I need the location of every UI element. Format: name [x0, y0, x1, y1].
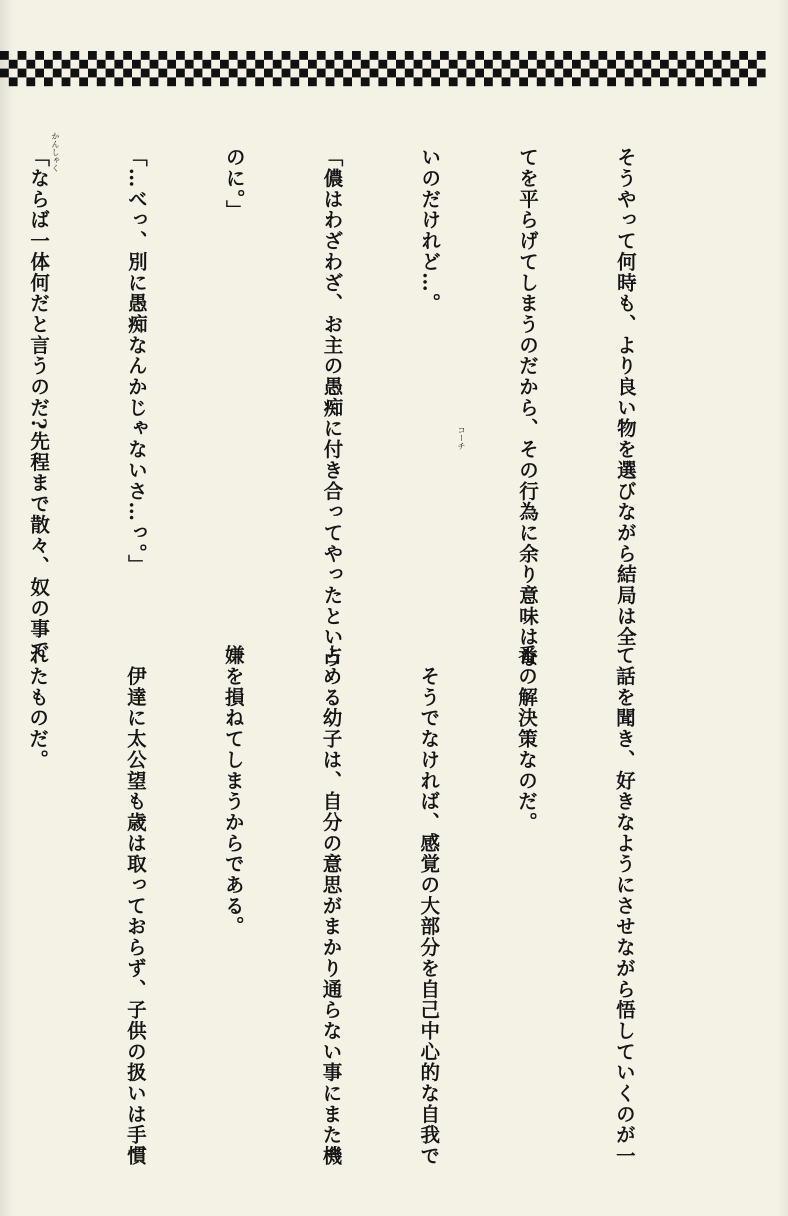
checker-square	[475, 69, 484, 78]
checker-square	[642, 60, 651, 69]
checker-square	[493, 69, 502, 78]
checker-square	[246, 69, 255, 78]
text-line: 「…べっ、別に愚痴なんかじゃないさ…っ。」	[124, 147, 148, 576]
checker-square	[176, 69, 185, 78]
checker-square	[194, 51, 203, 60]
checker-square	[616, 69, 625, 78]
checker-square	[431, 77, 440, 86]
checker-square	[387, 69, 396, 78]
checker-square	[722, 69, 731, 78]
text-line: てを平らげてしまうのだから、その行為に余り意味はな	[516, 147, 540, 669]
checker-square	[739, 51, 748, 60]
checker-square	[370, 69, 379, 78]
checker-square	[642, 77, 651, 86]
checker-square	[79, 77, 88, 86]
text-line: のに。」	[222, 147, 246, 221]
checker-square	[695, 60, 704, 69]
checker-square	[255, 77, 264, 86]
checkered-border	[0, 51, 770, 87]
checker-square	[26, 60, 35, 69]
checker-square	[264, 51, 273, 60]
checker-square	[299, 51, 308, 60]
checker-square	[678, 60, 687, 69]
checker-square	[264, 69, 273, 78]
checker-square	[590, 60, 599, 69]
checker-square	[475, 51, 484, 60]
checker-square	[202, 77, 211, 86]
checker-square	[669, 69, 678, 78]
text-line: 占める幼子は、自分の意思がまかり通らない事にまた機	[319, 645, 343, 1167]
checker-square	[88, 51, 97, 60]
checker-square	[352, 69, 361, 78]
text-line: れたものだ。	[26, 645, 50, 771]
checker-square	[238, 60, 247, 69]
checker-square	[132, 77, 141, 86]
checker-square	[317, 51, 326, 60]
checker-square	[537, 60, 546, 69]
checker-square	[370, 51, 379, 60]
checker-square	[440, 69, 449, 78]
text-line: 番の解決策なのだ。	[515, 645, 539, 833]
checker-square	[422, 51, 431, 60]
checker-square	[686, 51, 695, 60]
checker-square	[484, 77, 493, 86]
checker-square	[229, 51, 238, 60]
checker-square	[422, 69, 431, 78]
checker-square	[255, 60, 264, 69]
checker-square	[185, 60, 194, 69]
checker-square	[317, 69, 326, 78]
checker-square	[484, 60, 493, 69]
checker-square	[308, 60, 317, 69]
checker-square	[537, 77, 546, 86]
checker-square	[660, 77, 669, 86]
checker-square	[414, 60, 423, 69]
checker-square	[440, 51, 449, 60]
checker-square	[273, 60, 282, 69]
checker-square	[598, 69, 607, 78]
page-edge-shadow-right	[778, 0, 788, 1216]
checker-square	[748, 77, 757, 86]
checker-square	[378, 60, 387, 69]
checker-square	[704, 69, 713, 78]
checker-square	[123, 51, 132, 60]
checker-square	[9, 77, 18, 86]
checker-square	[730, 60, 739, 69]
ruby-coach: コーチ	[457, 426, 466, 450]
checker-square	[757, 69, 766, 78]
text-line: 伊達に太公望も歳は取っておらず、子供の扱いは手慣	[123, 645, 147, 1167]
checker-square	[546, 69, 555, 78]
checker-square	[44, 77, 53, 86]
ruby-kanshaku: かんしゃく	[51, 132, 60, 172]
checker-square	[546, 51, 555, 60]
checker-square	[414, 77, 423, 86]
checker-square	[625, 60, 634, 69]
checker-square	[141, 51, 150, 60]
checker-square	[458, 69, 467, 78]
checker-square	[62, 60, 71, 69]
text-line: 「儂はわざわざ、お主の愚痴に付き合ってやったという	[320, 147, 344, 669]
checker-square	[660, 60, 669, 69]
checker-square	[185, 77, 194, 86]
checker-square	[35, 69, 44, 78]
text-line: て話を聞き、好きなようにさせながら悟していくのが一	[612, 645, 636, 1167]
lower-text-block	[26, 645, 705, 1167]
checker-square	[396, 60, 405, 69]
checker-square	[326, 77, 335, 86]
checker-square	[282, 51, 291, 60]
checker-square	[308, 77, 317, 86]
checker-square	[141, 69, 150, 78]
checker-square	[695, 77, 704, 86]
checker-square	[686, 69, 695, 78]
checker-square	[730, 77, 739, 86]
checker-square	[704, 51, 713, 60]
text-line: そうやって何時も、より良い物を選びながら結局は全	[613, 147, 637, 648]
checker-square	[114, 77, 123, 86]
checker-square	[510, 51, 519, 60]
checker-square	[739, 69, 748, 78]
checker-square	[106, 69, 115, 78]
checker-square	[282, 69, 291, 78]
checker-square	[563, 51, 572, 60]
checker-square	[361, 77, 370, 86]
checker-square	[651, 51, 660, 60]
checker-square	[158, 51, 167, 60]
checker-square	[458, 51, 467, 60]
checker-square	[607, 60, 616, 69]
checker-square	[0, 69, 9, 78]
checker-square	[598, 51, 607, 60]
checker-square	[510, 69, 519, 78]
checker-square	[722, 51, 731, 60]
text-line: そうでなければ、感覚の大部分を自己中心的な自我で	[417, 645, 441, 1167]
checker-square	[554, 77, 563, 86]
checker-square	[466, 77, 475, 86]
checker-square	[114, 60, 123, 69]
checker-square	[132, 60, 141, 69]
checker-square	[607, 77, 616, 86]
checker-square	[44, 60, 53, 69]
checker-square	[528, 51, 537, 60]
checker-square	[167, 77, 176, 86]
checker-square	[88, 69, 97, 78]
checker-square	[634, 69, 643, 78]
checker-square	[590, 77, 599, 86]
checker-square	[554, 60, 563, 69]
checker-square	[158, 69, 167, 78]
checker-square	[519, 77, 528, 86]
checker-square	[70, 51, 79, 60]
checker-square	[290, 60, 299, 69]
checker-square	[150, 60, 159, 69]
checker-square	[53, 51, 62, 60]
checker-square	[634, 51, 643, 60]
checker-square	[519, 60, 528, 69]
checker-square	[387, 51, 396, 60]
checker-square	[378, 77, 387, 86]
checker-square	[35, 51, 44, 60]
checker-square	[502, 77, 511, 86]
checker-square	[581, 51, 590, 60]
checker-square	[572, 77, 581, 86]
checker-square	[273, 77, 282, 86]
checker-square	[290, 77, 299, 86]
checker-square	[176, 51, 185, 60]
checker-square	[343, 77, 352, 86]
checker-square	[405, 69, 414, 78]
text-line: いのだけれど…。	[418, 147, 442, 314]
checker-square	[211, 51, 220, 60]
checker-square	[502, 60, 511, 69]
checker-square	[53, 69, 62, 78]
checker-square	[220, 60, 229, 69]
checker-square	[123, 69, 132, 78]
checker-square	[97, 60, 106, 69]
checker-square	[106, 51, 115, 60]
checker-square	[616, 51, 625, 60]
checker-square	[361, 60, 370, 69]
checker-square	[334, 69, 343, 78]
checker-square	[405, 51, 414, 60]
checker-square	[26, 77, 35, 86]
checker-square	[150, 77, 159, 86]
checker-square	[97, 77, 106, 86]
checker-square	[757, 51, 766, 60]
checker-square	[466, 60, 475, 69]
checker-square	[572, 60, 581, 69]
checker-square	[18, 69, 27, 78]
checkered-border-graphic	[0, 51, 770, 87]
checker-square	[625, 77, 634, 86]
checker-square	[651, 69, 660, 78]
checker-square	[246, 51, 255, 60]
checker-square	[202, 60, 211, 69]
checker-square	[62, 77, 71, 86]
checker-square	[220, 77, 229, 86]
checker-square	[493, 51, 502, 60]
checker-square	[563, 69, 572, 78]
checker-square	[334, 51, 343, 60]
checker-square	[528, 69, 537, 78]
checker-square	[194, 69, 203, 78]
checker-square	[18, 51, 27, 60]
checker-square	[581, 69, 590, 78]
checker-square	[713, 77, 722, 86]
checker-square	[326, 60, 335, 69]
checker-square	[748, 60, 757, 69]
checker-square	[669, 51, 678, 60]
checker-square	[211, 69, 220, 78]
checker-square	[449, 77, 458, 86]
checker-square	[299, 69, 308, 78]
checker-square	[352, 51, 361, 60]
checker-square	[449, 60, 458, 69]
checker-square	[9, 60, 18, 69]
checker-square	[70, 69, 79, 78]
checker-square	[229, 69, 238, 78]
text-line: 「ならば一体何だと言うのだ?先程まで散々、奴の事で	[27, 147, 51, 661]
text-line: 嫌を損ねてしまうからである。	[221, 645, 245, 937]
checker-square	[431, 60, 440, 69]
checker-square	[343, 60, 352, 69]
checker-square	[167, 60, 176, 69]
checker-square	[0, 51, 9, 60]
checker-square	[238, 77, 247, 86]
checker-square	[79, 60, 88, 69]
checker-square	[396, 77, 405, 86]
checker-square	[678, 77, 687, 86]
checker-square	[713, 60, 722, 69]
